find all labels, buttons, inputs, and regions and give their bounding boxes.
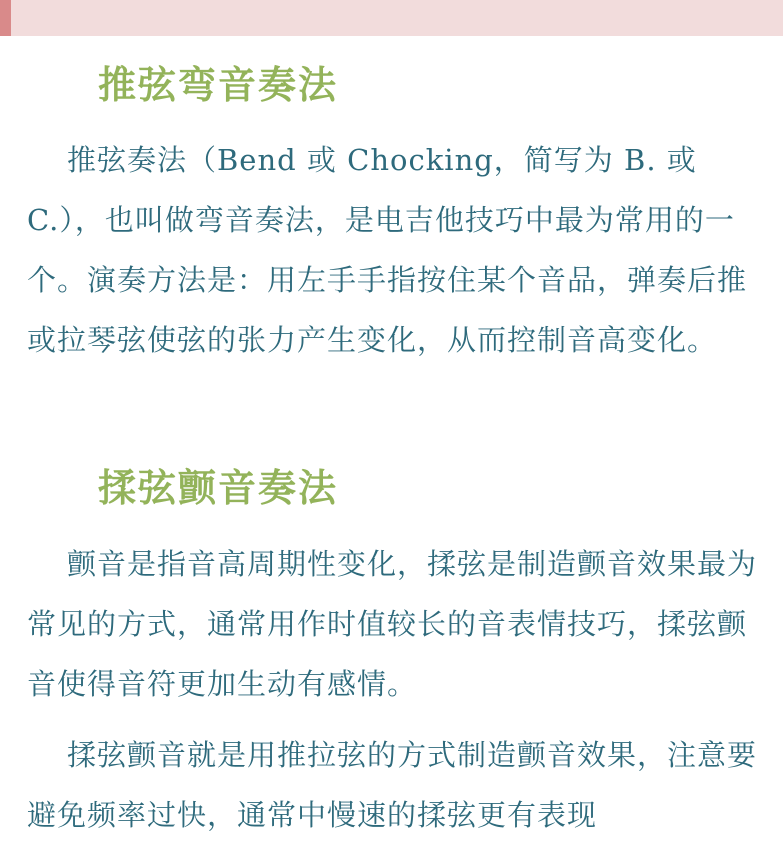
paragraph-vibrato-1-text: 颤音是指音高周期性变化，揉弦是制造颤音效果最为常见的方式，通常用作时值较长的音表情技巧，揉弦颤音使得音符更加生动有感情。: [27, 547, 758, 701]
section-heading-vibrato: 揉弦颤音奏法: [98, 465, 339, 510]
paragraph-vibrato-2-text: 揉弦颤音就是用推拉弦的方式制造颤音效果，注意要避免频率过快，通常中慢速的揉弦更有表现: [27, 738, 758, 832]
paragraph-vibrato-1: [27, 534, 762, 714]
top-banner: [0, 0, 783, 36]
section-heading-bend: 推弦弯音奏法: [98, 62, 339, 107]
paragraph-vibrato-2: [27, 725, 762, 845]
paragraph-bend: [27, 130, 762, 370]
banner-accent: [0, 0, 11, 36]
paragraph-bend-text: 推弦奏法（Bend 或 Chocking，简写为 B. 或 C.），也叫做弯音奏法，是电吉他技巧中最为常用的一个。演奏方法是：用左手手指按住某个音品，弹奏后推或拉琴弦使弦的张力产生变化，从而控制音高变化。: [27, 143, 748, 357]
